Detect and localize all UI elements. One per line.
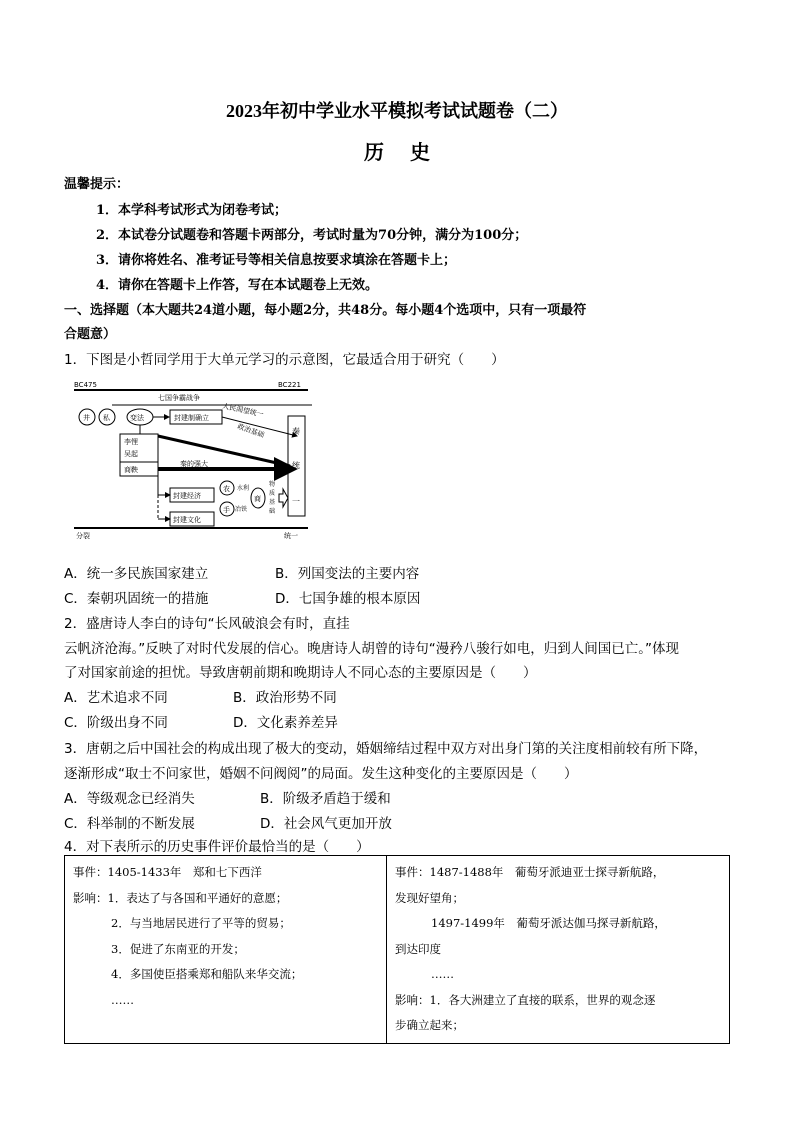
table-line: 事件：1405-1433年 郑和七下西洋: [73, 865, 262, 879]
label-wuzhi-4: 础: [269, 508, 276, 515]
tip-item: 2．本试卷分试题卷和答题卡两部分，考试时量为70分钟，满分为100分；: [96, 228, 528, 243]
q2-option-d: D．文化素养差异: [233, 715, 338, 731]
label-shang: 商: [254, 495, 261, 503]
table-line: 影响：1．各大洲建立了直接的联系，世界的观念逐: [395, 992, 656, 1007]
subject-title: 历史: [364, 140, 456, 164]
label-yi: 一: [292, 497, 300, 506]
q1-option-b: B．列国变法的主要内容: [275, 566, 420, 582]
q1-option-c: C．秦朝巩固统一的措施: [64, 591, 209, 607]
table-line: ……: [111, 992, 134, 1007]
question-1-stem: 1．下图是小哲同学用于大单元学习的示意图，它最适合用于研究（ ）: [64, 352, 505, 368]
label-yetie: 冶铁: [235, 506, 248, 513]
label-wuzhi-1: 物: [269, 481, 276, 488]
label-nong: 农: [223, 485, 230, 493]
label-bc475: BC475: [74, 381, 97, 389]
table-line: 事件：1487-1488年 葡萄牙派迪亚士探寻新航路，: [395, 865, 665, 879]
label-likui: 李悝: [124, 438, 138, 446]
q3-option-c: C．科举制的不断发展: [64, 816, 195, 832]
tip-item: 1．本学科考试形式为闭卷考试；: [96, 203, 288, 218]
q2-option-c: C．阶级出身不同: [64, 715, 168, 731]
label-qin: 秦: [292, 427, 300, 436]
label-qin-qiang: 秦的强大: [180, 460, 208, 468]
label-shangyang: 商鞅: [124, 466, 138, 474]
label-wuzhi-3: 基: [269, 499, 276, 506]
label-fengjian-wenhua: 封建文化: [173, 516, 201, 524]
q1-option-a: A．统一多民族国家建立: [64, 566, 209, 582]
label-tong: 统: [292, 461, 300, 470]
table-line: 3．促进了东南亚的开发；: [111, 941, 245, 956]
section-heading: 一、选择题（本大题共24道小题，每小题2分，共48分。每小题4个选项中，只有一项最符: [64, 303, 587, 318]
label-shou: 手: [223, 506, 230, 514]
question-3-stem-cont: 逐渐形成“取士不问家世，婚姻不问阀阅”的局面。发生这种变化的主要原因是（ ）: [64, 766, 578, 782]
label-wuqi: 吴起: [124, 450, 138, 458]
table-cell-zhenghe: [65, 856, 387, 1044]
label-renmin: 人民渴望统一: [221, 402, 265, 419]
table-line: 2．与当地居民进行了平等的贸易；: [111, 916, 291, 930]
label-fengjian-jingji: 封建经济: [173, 492, 201, 500]
q2-option-a: A．艺术追求不同: [64, 690, 168, 706]
label-war: 七国争霸战争: [158, 394, 200, 402]
label-fenlie: 分裂: [76, 532, 90, 540]
label-jing: 井: [83, 414, 90, 422]
label-bianfa: 变法: [130, 414, 144, 422]
q1-diagram: [72, 378, 312, 543]
label-tongyi: 统一: [284, 532, 298, 540]
question-3-stem: 3．唐朝之后中国社会的构成出现了极大的变动，婚姻缔结过程中双方对出身门第的关注度相前较有所下降，: [64, 741, 708, 757]
q2-option-b: B．政治形势不同: [233, 690, 337, 706]
question-4-stem: 4．对下表所示的历史事件评价最恰当的是（ ）: [64, 839, 370, 855]
label-zhengzhi: 政治基础: [236, 422, 266, 440]
table-line: 1497-1499年 葡萄牙派达伽马探寻新航路，: [431, 916, 666, 930]
q3-option-b: B．阶级矛盾趋于缓和: [260, 791, 391, 807]
table-line: 4．多国使臣搭乘郑和船队来华交流；: [111, 967, 303, 981]
question-2-stem: 2．盛唐诗人李白的诗句“长风破浪会有时，直挂: [64, 616, 350, 632]
label-fengjian-zhidu: 封建制确立: [174, 414, 209, 422]
table-cell-portugal: [387, 856, 730, 1044]
table-line: 到达印度: [395, 941, 441, 956]
tip-item: 4．请你在答题卡上作答，写在本试题卷上无效。: [96, 278, 379, 293]
q3-option-d: D．社会风气更加开放: [260, 816, 392, 832]
q3-option-a: A．等级观念已经消失: [64, 791, 195, 807]
tip-item: 3．请你将姓名、准考证号等相关信息按要求填涂在答题卡上；: [96, 253, 457, 268]
table-line: 步确立起来；: [395, 1018, 464, 1032]
question-2-stem-cont: 了对国家前途的担忧。导致唐朝前期和晚期诗人不同心态的主要原因是（ ）: [64, 665, 537, 681]
table-line: ……: [431, 967, 454, 981]
question-2-stem-cont: 云帆济沧海。”反映了对时代发展的信心。晚唐诗人胡曾的诗句“漫矜八骏行如电，归到人间国已亡。”体现: [64, 641, 679, 657]
table-line: 影响：1．表达了与各国和平通好的意愿；: [73, 890, 288, 905]
section-heading-cont: 合题意）: [64, 327, 117, 342]
label-si: 私: [103, 414, 110, 422]
q1-option-d: D．七国争雄的根本原因: [275, 591, 421, 607]
tips-heading: 温馨提示：: [64, 177, 130, 192]
table-line: 发现好望角；: [395, 890, 464, 905]
label-shuili: 水利: [237, 485, 250, 492]
label-wuzhi-2: 质: [269, 490, 276, 497]
label-bc221: BC221: [278, 381, 301, 389]
q4-event-table: [64, 855, 730, 1044]
page-title: 2023年初中学业水平模拟考试试题卷（二）: [226, 101, 568, 121]
